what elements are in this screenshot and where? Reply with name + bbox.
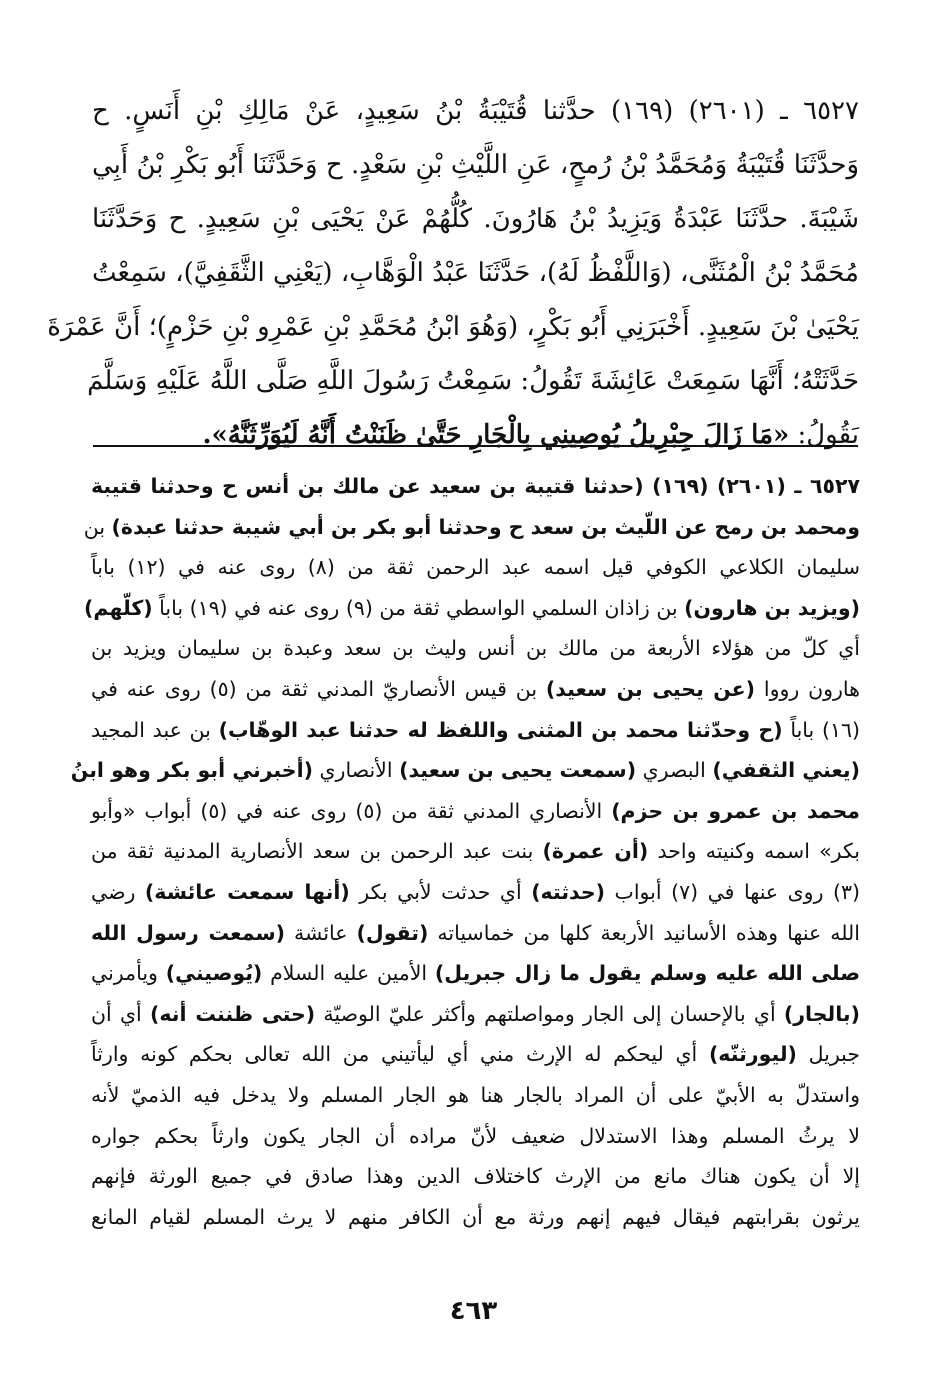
commentary-line: [91, 1197, 860, 1238]
commentary-text-segment: جبريل: [796, 1042, 861, 1067]
commentary-quoted-text: (حدثته): [531, 879, 606, 904]
commentary-quoted-text: ومحمد بن رمح عن اللّيث بن سعد ح وحدثنا أبو بكر بن أبي شيبة حدثنا عبدة): [111, 514, 860, 539]
hadith-line: [92, 84, 859, 138]
commentary-line: [91, 466, 860, 507]
commentary-text-segment: يرثون بقرابتهم فيقال فيهم إنهم ورثة مع أن الكافر منهم لا يرث المسلم لقيام المانع: [91, 1204, 860, 1229]
commentary-text-segment: أي أن: [91, 1001, 150, 1026]
commentary-quoted-text: (ح وحدّثنا محمد بن المثنى واللفظ له حدثنا عبد الوهّاب): [218, 717, 783, 742]
commentary-text-segment: البصري: [636, 758, 713, 783]
commentary-text-segment: بن: [83, 514, 112, 539]
hadith-line: حَدَّثَتْهُ؛ أَنَّهَا سَمِعَتْ عَائِشَةَ تَقُولُ: سَمِعْتُ رَسُولَ اللَّهِ صَلَّى اللَّهُ عَلَيْهِ وَسَلَّمَ: [87, 366, 859, 396]
hadith-line: وَحدَّثَنَا قُتَيْبَةُ وَمُحَمَّدُ بْنُ رُمحٍ، عَنِ اللَّيْثِ بْنِ سَعْدٍ. ح وَحَدَّثَنَا أَبُو بَكْرِ بْنُ أَبِي: [92, 150, 859, 180]
commentary-text-segment: لا يرثُ المسلم وهذا الاستدلال ضعيف لأنّ مراده أن الجار يكون وارثاً بحكم جواره: [91, 1123, 860, 1148]
commentary-text-segment: واستدلّ به الأبيّ على أن المراد بالجار هنا هو الجار المسلم ولا يدخل فيه الذميّ لأنه: [91, 1082, 860, 1107]
commentary-text-segment: عائشة: [285, 920, 357, 945]
commentary-line: [91, 1034, 860, 1075]
commentary-line: [91, 710, 860, 751]
commentary-text-segment: هارون رووا: [755, 676, 860, 701]
commentary-line: [91, 872, 860, 913]
hadith-line: [92, 408, 859, 462]
commentary-text-segment: أي بالإحسان إلى الجار ومواصلتهم وأكثر عليّ الوصيّة: [315, 1001, 784, 1026]
commentary-quoted-text: محمد بن عمرو بن حزم): [611, 798, 861, 823]
commentary-line: [91, 1116, 860, 1157]
hadith-line-prefix: يَقُولُ:: [789, 420, 859, 450]
commentary-line: [91, 547, 860, 588]
hadith-text: [47, 84, 859, 462]
commentary-text-segment: بكر» اسمه وكنيته واحد: [648, 839, 860, 864]
commentary-quoted-text: (أنها سمعت عائشة): [144, 879, 350, 904]
commentary-text-segment: الأنصاري المدني ثقة من (٥) روى عنه في (٥) أبواب «وأبو: [91, 798, 612, 823]
commentary-text-segment: سليمان الكلاعي الكوفي قيل اسمه عبد الرحمن ثقة من (٨) روى عنه في (١٢) باباً: [91, 555, 861, 580]
commentary-text-segment: رضي: [91, 879, 145, 904]
commentary-quoted-text: (أن عمرة): [542, 839, 649, 864]
prophetic-quote: «مَا زَالَ جِبْرِيلُ يُوصِينِي بِالْجَارِ حَتَّىٰ ظَنَنْتُ أَنَّهُ لَيُوَرِّثَنَّهُ».: [202, 420, 790, 450]
commentary-text-segment: بنت عبد الرحمن بن سعد الأنصارية المدنية ثقة من: [91, 839, 543, 864]
commentary-quoted-text: (حتى ظننت أنه): [149, 1001, 316, 1026]
commentary-text-segment: الأنصاري: [312, 758, 400, 783]
hadith-line: يَحْيَىٰ بْنَ سَعِيدٍ. أَخْبَرَنِي أَبُو بَكْرٍ، (وَهُوَ ابْنُ مُحَمَّدِ بْنِ عَمْرِو بْنِ حَزْمٍ)؛ أَنَّ عَمْرَةَ: [47, 312, 859, 342]
commentary-text: [70, 466, 861, 1237]
commentary-line: [91, 831, 860, 872]
commentary-line: [70, 750, 860, 791]
commentary-text-segment: إلا أن يكون هناك مانع من الإرث كاختلاف الدين وهذا صادق في جميع الورثة فإنهم: [91, 1164, 860, 1189]
commentary-quoted-text: (أخبرني أبو بكر وهو ابنُ: [70, 758, 313, 783]
commentary-line: [91, 913, 860, 954]
commentary-line: [91, 1075, 860, 1116]
commentary-quoted-text: (كلّهم): [84, 595, 153, 620]
commentary-text-segment: بن عبد المجيد: [91, 717, 219, 742]
commentary-text-segment: ويأمرني: [91, 961, 166, 986]
commentary-text-segment: بن زاذان السلمي الواسطي ثقة من (٩) روى عنه في (١٩) باباً: [152, 595, 685, 620]
commentary-line: [91, 994, 860, 1035]
commentary-line: [91, 791, 860, 832]
commentary-text-segment: أي كلّ من هؤلاء الأربعة من مالك بن أنس وليث بن سعد وعبدة بن سليمان ويزيد بن: [91, 636, 860, 661]
commentary-quoted-text: صلى الله عليه وسلم يقول ما زال جبريل): [434, 961, 861, 986]
commentary-quoted-text: ٦٥٢٧ ـ (٢٦٠١) (١٦٩) (حدثنا قتيبة بن سعيد عن مالك بن أنس ح وحدثنا قتيبة: [91, 474, 860, 498]
commentary-quoted-text: (يُوصيني): [165, 961, 263, 986]
commentary-line: [91, 953, 860, 994]
commentary-line: [91, 669, 860, 710]
commentary-text-segment: (١٦) باباً: [782, 717, 860, 742]
commentary-text-segment: الله عنها وهذه الأسانيد الأربعة كلها من خماسياته: [428, 920, 860, 945]
commentary-quoted-text: (سمعت رسول الله: [91, 920, 285, 945]
commentary-quoted-text: (ويزيد بن هارون): [684, 595, 860, 620]
commentary-text-segment: (٣) روى عنها في (٧) أبواب: [605, 879, 860, 904]
commentary-quoted-text: (عن يحيى بن سعيد): [545, 676, 756, 701]
hadith-number: ٦٥٢٧ ـ (٢٦٠١) (١٦٩): [611, 96, 859, 126]
hadith-line: مُحَمَّدُ بْنُ الْمُثَنَّى، (وَاللَّفْظُ لَهُ)، حَدَّثَنَا عَبْدُ الْوَهَّابِ، (يَعْنِي الثَّقَفِيَّ)، سَمِعْتُ: [92, 258, 859, 288]
commentary-line: [83, 507, 860, 548]
commentary-text-segment: بن قيس الأنصاريّ المدني ثقة من (٥) روى عنه في: [91, 676, 546, 701]
commentary-text-segment: أي حدثت لأبي بكر: [349, 879, 532, 904]
hadith-line: شَيْبَةَ. حدَّثَنَا عَبْدَةُ وَيَزِيدُ بْنُ هَارُونَ. كُلُّهُمْ عَنْ يَحْيَى بْنِ سَعِيدٍ. ح وَحَدَّثَنَا: [92, 204, 859, 234]
section-divider: [93, 445, 858, 447]
commentary-quoted-text: (سمعت يحيى بن سعيد): [399, 758, 637, 783]
commentary-line: [91, 628, 860, 669]
commentary-quoted-text: (تقول): [356, 920, 429, 945]
commentary-quoted-text: (ليورثنّه): [708, 1042, 797, 1067]
commentary-quoted-text: (يعني الثقفي): [712, 758, 860, 783]
commentary-text-segment: أي ليحكم له الإرث مني أي ليأتيني من الله تعالى بحكم كونه وارثاً: [91, 1042, 709, 1067]
commentary-text-segment: الأمين عليه السلام: [262, 961, 435, 986]
hadith-line-text: حدَّثنا قُتَيْبَةُ بْنُ سَعِيدٍ، عَنْ مَالِكِ بْنِ أَنَسٍ. ح: [92, 96, 611, 126]
commentary-line: [84, 588, 860, 629]
commentary-line: [91, 1156, 860, 1197]
page-number: ٤٦٣: [449, 1296, 498, 1326]
commentary-quoted-text: (بالجار): [783, 1001, 860, 1026]
